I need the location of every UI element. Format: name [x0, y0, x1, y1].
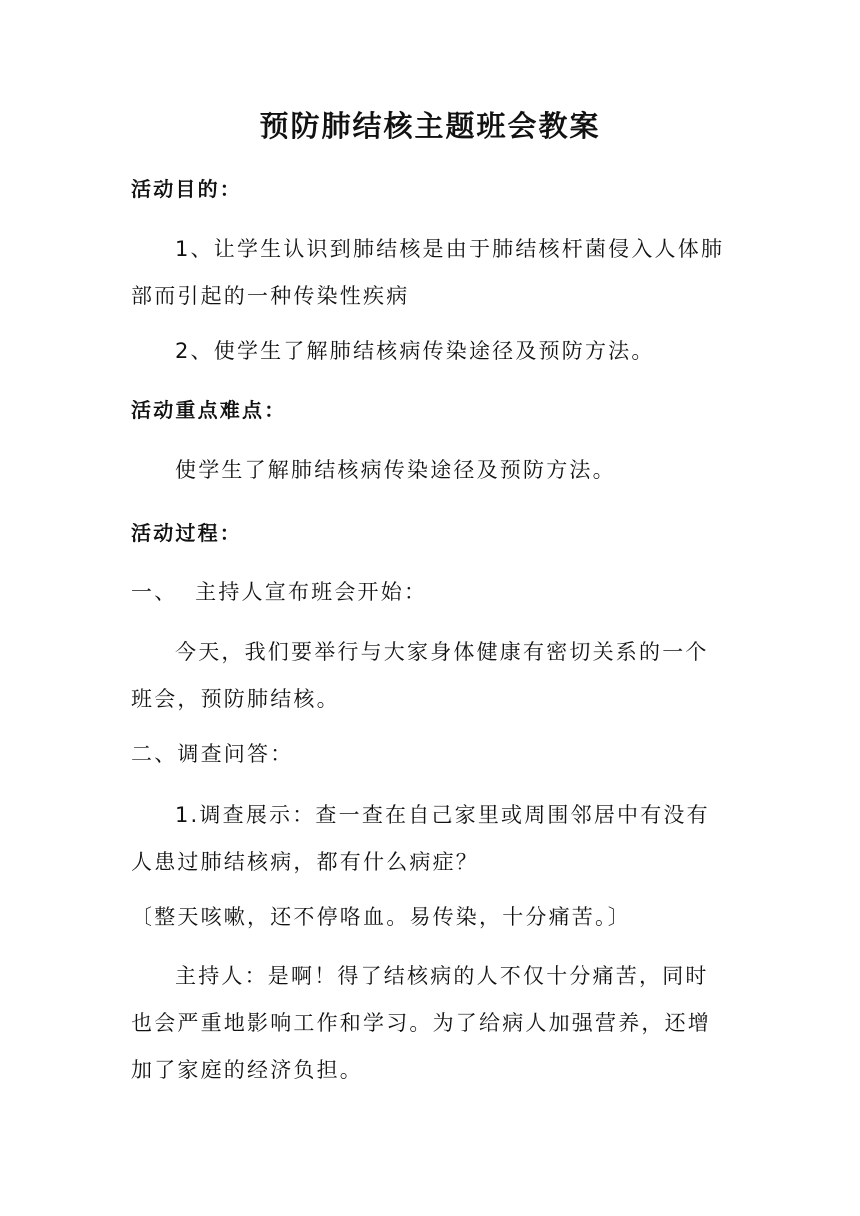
step2-item-1: 1.调查展示：查一查在自己家里或周围邻居中有没有人患过肺结核病，都有什么病症？: [131, 803, 710, 874]
step2-heading: 二、调查问答：: [131, 742, 294, 766]
step1-text: 今天，我们要举行与大家身体健康有密切关系的一个班会，预防肺结核。: [131, 640, 709, 711]
document-title: 预防肺结核主题班会教案: [259, 109, 601, 143]
step1-heading: 一、 主持人宣布班会开始：: [131, 580, 428, 604]
host-text: 主持人：是啊！得了结核病的人不仅十分痛苦，同时也会严重地影响工作和学习。为了给病人加强营养，还增加了家庭的经济负担。: [131, 964, 711, 1082]
purpose-heading: 活动目的：: [131, 177, 242, 201]
purpose-item-2: 2、使学生了解肺结核病传染途径及预防方法。: [175, 339, 655, 363]
process-heading: 活动过程：: [131, 521, 242, 545]
step2-answer: 〔整天咳嗽，还不停咯血。易传染，十分痛苦。〕: [131, 905, 631, 929]
keypoints-heading: 活动重点难点：: [131, 398, 287, 422]
purpose-item-1: 1、让学生认识到肺结核是由于肺结核杆菌侵入人体肺部而引起的一种传染性疾病: [131, 237, 725, 308]
keypoints-text: 使学生了解肺结核病传染途径及预防方法。: [175, 458, 616, 482]
